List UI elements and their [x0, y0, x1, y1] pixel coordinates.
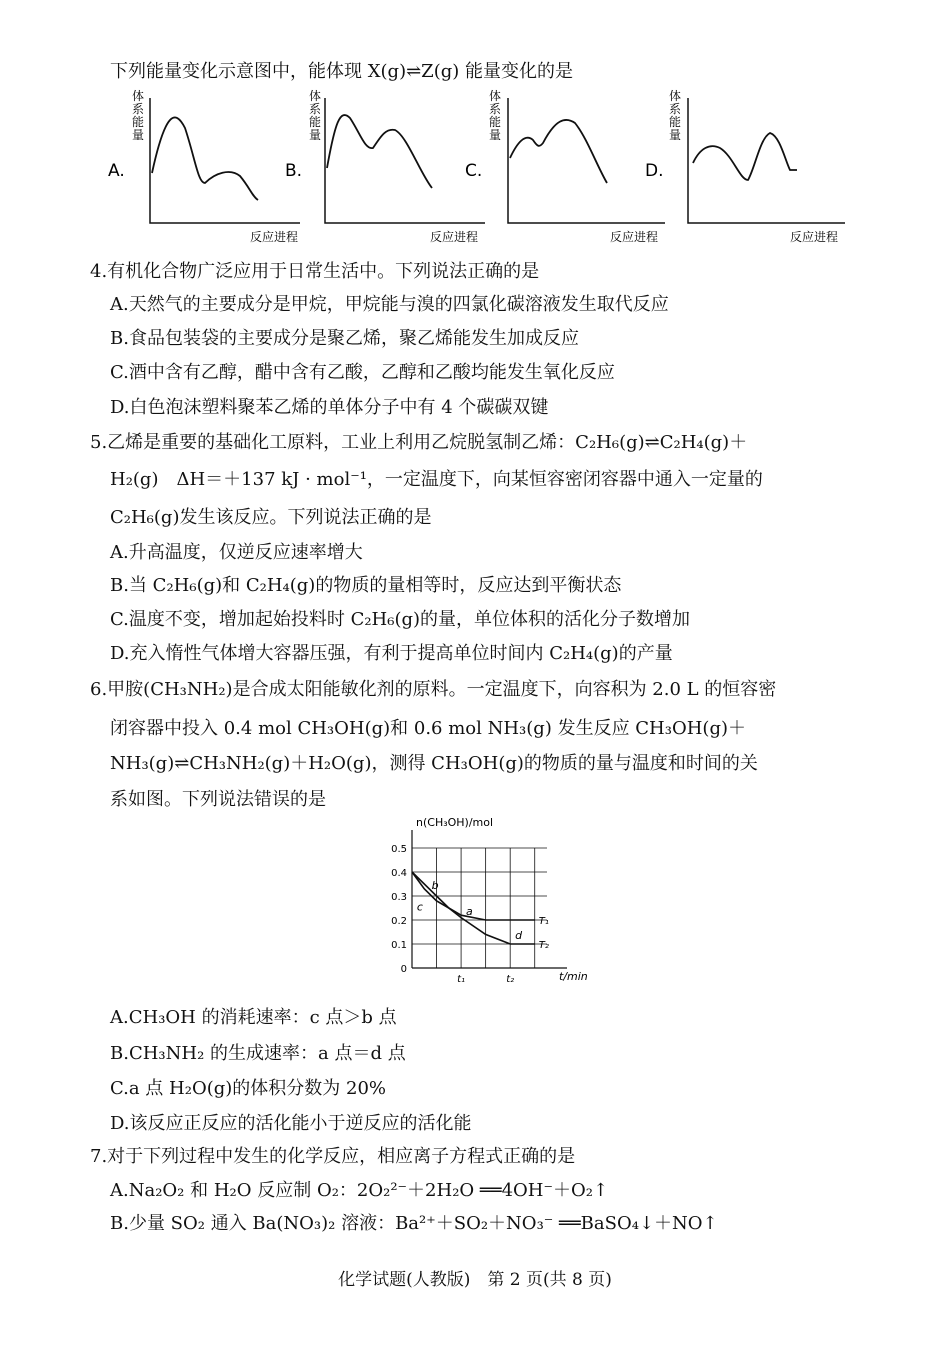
option-b-label: B. — [285, 161, 303, 181]
energy-diagrams — [100, 88, 860, 253]
q5-stem-line1: 5.乙烯是重要的基础化工原料，工业上利用乙烷脱氢制乙烯：C₂H₆(g)⇌C₂H₄(g)＋ — [90, 432, 748, 453]
point-label-c: c — [416, 900, 423, 914]
q5-option-d: D.充入惰性气体增大容器压强，有利于提高单位时间内 C₂H₄(g)的产量 — [110, 643, 673, 664]
q5-stem-line2: H₂(g) ΔH＝＋137 kJ · mol⁻¹，一定温度下，向某恒容密闭容器中通入一定量的 — [110, 469, 763, 490]
x-tick-label: t₂ — [506, 974, 515, 985]
panel-d — [645, 88, 845, 244]
q4-stem: 4.有机化合物广泛应用于日常生活中。下列说法正确的是 — [90, 261, 540, 282]
y-tick-label: 0.3 — [391, 892, 407, 903]
y-tick-label: 0.2 — [391, 916, 407, 927]
point-label-d: d — [515, 929, 523, 943]
q4-option-a: A.天然气的主要成分是甲烷，甲烷能与溴的四氯化碳溶液发生取代反应 — [110, 294, 669, 315]
ylabel-b: 体系能量 — [309, 89, 322, 142]
q3-stem: 下列能量变化示意图中，能体现 X(g)⇌Z(g) 能量变化的是 — [110, 61, 573, 82]
page-footer: 化学试题(人教版) 第 2 页(共 8 页) — [338, 1270, 612, 1290]
series-label-2: T₂ — [538, 940, 549, 951]
xlabel-d: 反应进程 — [790, 230, 839, 244]
q7-stem: 7.对于下列过程中发生的化学反应，相应离子方程式正确的是 — [90, 1146, 576, 1167]
xlabel-a: 反应进程 — [250, 230, 299, 244]
q5-option-c: C.温度不变，增加起始投料时 C₂H₆(g)的量，单位体积的活化分子数增加 — [110, 609, 691, 630]
point-label-b: b — [431, 878, 439, 892]
q7-option-a: A.Na₂O₂ 和 H₂O 反应制 O₂：2O₂²⁻＋2H₂O ══4OH⁻＋O₂↑ — [110, 1180, 609, 1201]
y-tick-label: 0.5 — [391, 844, 407, 855]
methanol-chart — [380, 816, 610, 992]
y-tick-label: 0.1 — [391, 940, 407, 951]
q5-stem-line3: C₂H₆(g)发生该反应。下列说法正确的是 — [110, 507, 432, 528]
q6-option-d: D.该反应正反应的活化能小于逆反应的活化能 — [110, 1113, 472, 1134]
q6-stem-line1: 6.甲胺(CH₃NH₂)是合成太阳能敏化剂的原料。一定温度下，向容积为 2.0 L 的恒容密 — [90, 679, 777, 700]
ylabel-d: 体系能量 — [669, 89, 682, 142]
y-tick-label: 0.4 — [391, 868, 407, 879]
series-label-1: T₁ — [538, 916, 549, 927]
q6-option-a: A.CH₃OH 的消耗速率：c 点＞b 点 — [110, 1007, 397, 1028]
q6-option-b: B.CH₃NH₂ 的生成速率：a 点＝d 点 — [110, 1043, 406, 1064]
q6-stem-line3: NH₃(g)⇌CH₃NH₂(g)＋H₂O(g)，测得 CH₃OH(g)的物质的量与温度和时间的关 — [110, 753, 758, 774]
panel-a — [108, 88, 303, 244]
q7-option-b: B.少量 SO₂ 通入 Ba(NO₃)₂ 溶液：Ba²⁺＋SO₂＋NO₃⁻ ══BaSO₄↓＋NO↑ — [110, 1213, 718, 1234]
point-label-a: a — [466, 905, 473, 919]
panel-b — [285, 88, 485, 244]
x-axis-label: t/min — [559, 970, 588, 983]
option-d-label: D. — [645, 161, 664, 181]
x-tick-label: t₁ — [457, 974, 466, 985]
ylabel-c: 体系能量 — [489, 89, 502, 142]
q4-option-d: D.白色泡沫塑料聚苯乙烯的单体分子中有 4 个碳碳双键 — [110, 397, 549, 418]
xlabel-b: 反应进程 — [430, 230, 479, 244]
q6-option-c: C.a 点 H₂O(g)的体积分数为 20% — [110, 1078, 386, 1099]
q4-option-c: C.酒中含有乙醇，醋中含有乙酸，乙醇和乙酸均能发生氧化反应 — [110, 362, 615, 383]
q5-option-b: B.当 C₂H₆(g)和 C₂H₄(g)的物质的量相等时，反应达到平衡状态 — [110, 575, 622, 596]
q4-option-b: B.食品包装袋的主要成分是聚乙烯，聚乙烯能发生加成反应 — [110, 328, 579, 349]
q6-stem-line4: 系如图。下列说法错误的是 — [110, 789, 326, 810]
option-c-label: C. — [465, 161, 483, 181]
option-a-label: A. — [108, 161, 125, 181]
xlabel-c: 反应进程 — [610, 230, 659, 244]
q5-option-a: A.升高温度，仅逆反应速率增大 — [110, 542, 363, 563]
ylabel-a: 体系能量 — [132, 89, 145, 142]
q6-stem-line2: 闭容器中投入 0.4 mol CH₃OH(g)和 0.6 mol NH₃(g) 发生反应 CH₃OH(g)＋ — [110, 718, 746, 739]
y-tick-label: 0 — [400, 964, 407, 975]
panel-c — [465, 88, 665, 244]
y-axis-label: n(CH₃OH)/mol — [416, 816, 494, 829]
